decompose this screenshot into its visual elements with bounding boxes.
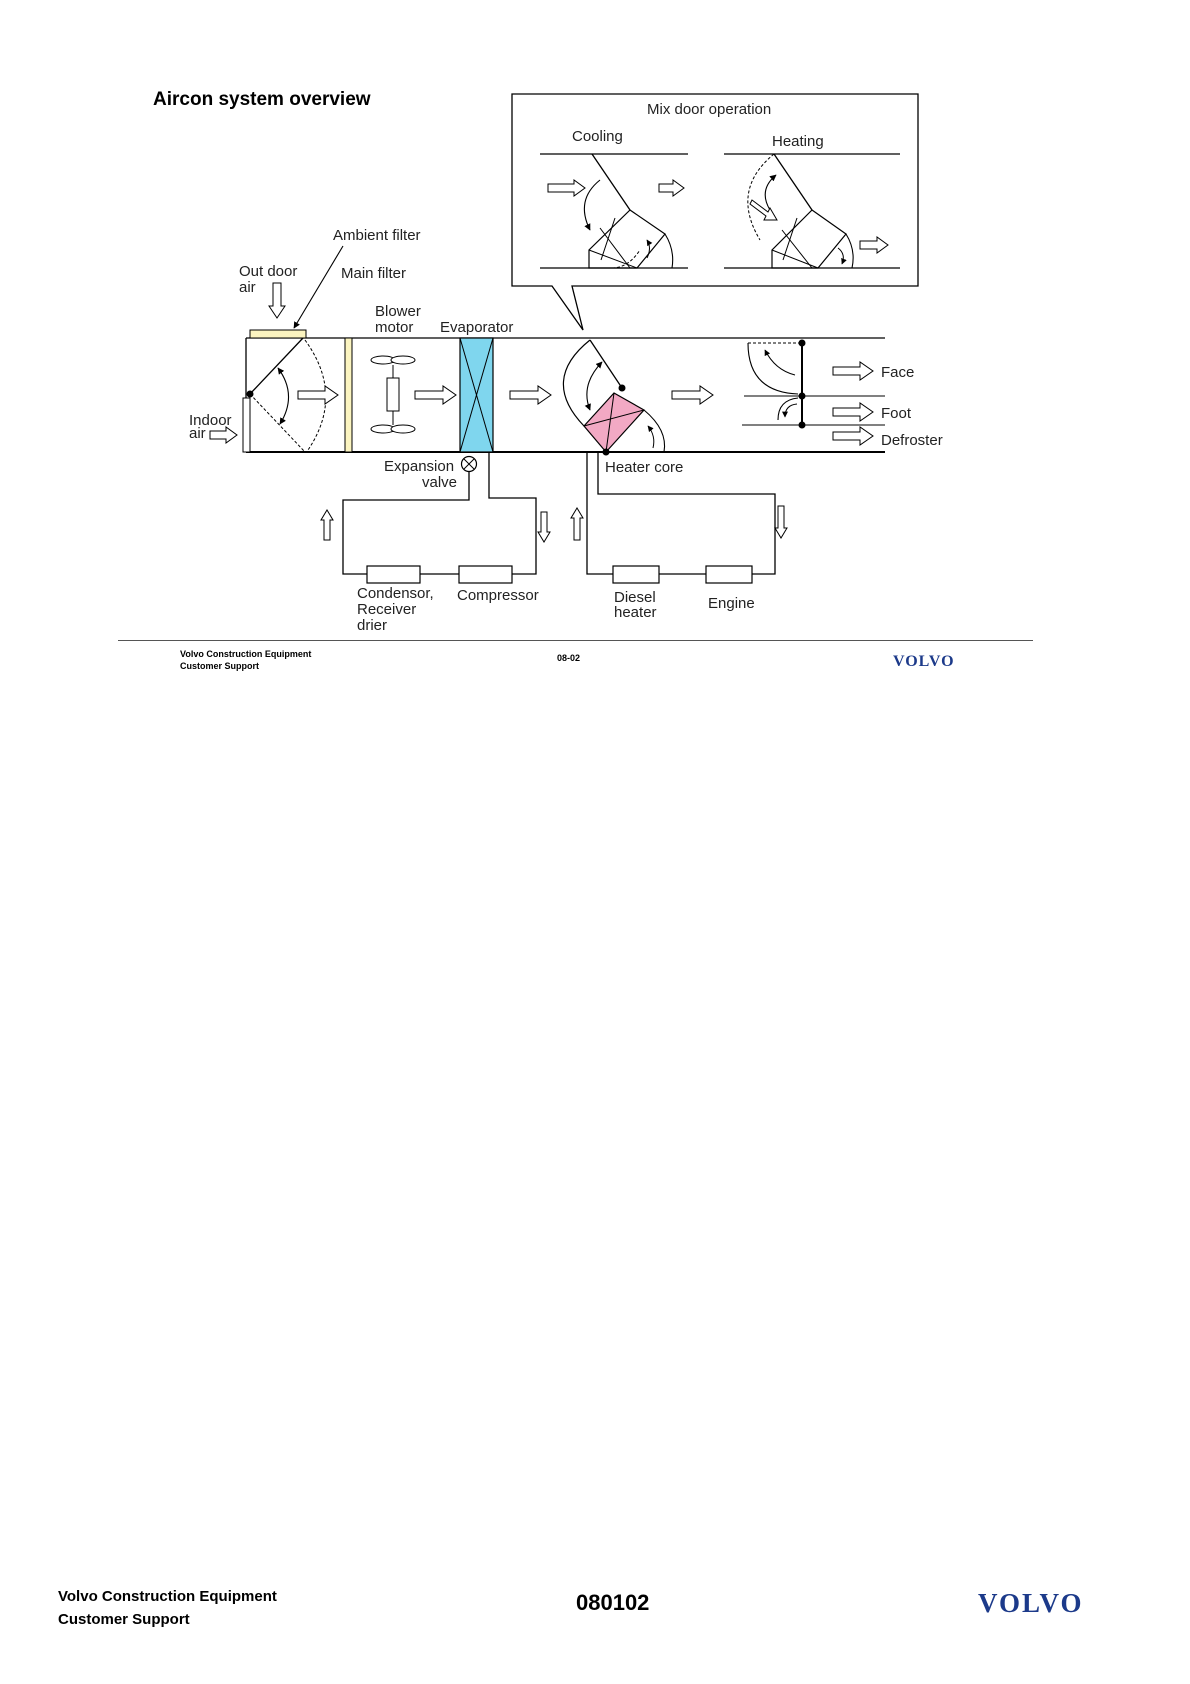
evaporator-label: Evaporator	[440, 319, 514, 336]
foot-label: Foot	[881, 405, 912, 422]
expansion-valve-label-2: valve	[422, 474, 458, 491]
heater-core-label: Heater core	[605, 459, 684, 476]
expansion-valve	[462, 457, 477, 472]
ambient-filter-label: Ambient filter	[333, 227, 421, 244]
expansion-valve-label-1: Expansion	[384, 458, 455, 475]
indoor-air-label-2: air	[189, 425, 206, 442]
outdoor-air-label-1: Out door	[239, 263, 298, 280]
engine-label: Engine	[708, 595, 755, 612]
cooling-label: Cooling	[572, 128, 623, 145]
volvo-logo-small: VOLVO	[893, 653, 955, 670]
condensor-label-2: Receiver	[357, 601, 417, 618]
condensor-label-1: Condensor,	[357, 585, 434, 602]
intake-damper	[247, 338, 339, 452]
diesel-heater-label-2: heater	[614, 604, 657, 621]
main-filter	[345, 338, 352, 452]
footer-page-number: 080102	[576, 1590, 650, 1615]
mix-door-inset	[512, 94, 918, 330]
main-filter-label: Main filter	[341, 265, 407, 282]
outdoor-air-label-2: air	[239, 279, 256, 296]
footer-subtitle: Customer Support	[58, 1611, 190, 1628]
divider-line	[118, 640, 1033, 641]
heating-label: Heating	[772, 133, 824, 150]
small-footer-page: 08-02	[557, 653, 581, 663]
footer-company: Volvo Construction Equipment	[58, 1588, 277, 1605]
heater-core	[584, 393, 644, 456]
inset-title: Mix door operation	[647, 101, 772, 118]
blower-motor	[371, 356, 415, 433]
aircon-diagram	[0, 0, 1190, 700]
small-footer-company: Volvo Construction Equipment	[180, 649, 312, 659]
condensor-label-3: drier	[357, 617, 388, 634]
diesel-heater-label-1: Diesel	[614, 589, 656, 606]
face-label: Face	[881, 364, 915, 381]
compressor-label: Compressor	[457, 587, 539, 604]
blower-motor-label-1: Blower	[375, 303, 421, 320]
page-title: Aircon system overview	[153, 89, 371, 110]
evaporator	[460, 338, 493, 452]
defroster-label: Defroster	[881, 432, 943, 449]
blower-motor-label-2: motor	[375, 319, 414, 336]
small-footer-subtitle: Customer Support	[180, 661, 260, 671]
indoor-air-label-1: Indoor	[189, 412, 232, 429]
volvo-logo: VOLVO	[978, 1588, 1084, 1618]
